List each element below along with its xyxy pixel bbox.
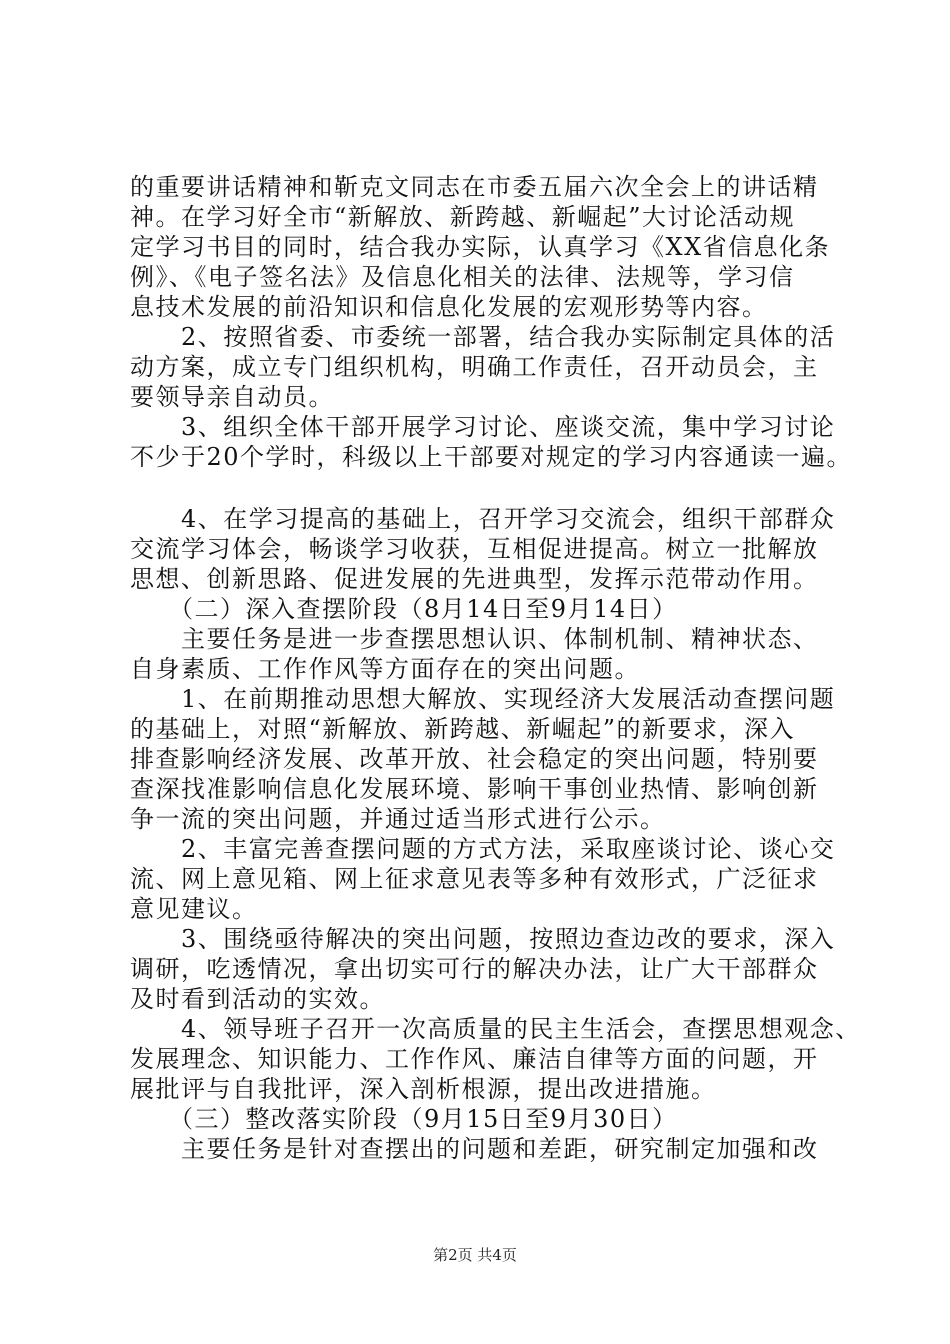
body-line: 神。在学习好全市“新解放、新跨越、新崛起”大讨论活动规 xyxy=(130,203,796,231)
body-line: 定学习书目的同时，结合我办实际，认真学习《XX省信息化条 xyxy=(130,233,831,261)
body-line: 交流学习体会，畅谈学习收获，互相促进提高。树立一批解放 xyxy=(130,535,819,563)
body-line: 思想、创新思路、促进发展的先进典型，发挥示范带动作用。 xyxy=(130,565,819,593)
body-line: 查深找准影响信息化发展环境、影响干事创业热情、影响创新 xyxy=(130,775,819,803)
body-line: 流、网上意见箱、网上征求意见表等多种有效形式，广泛征求 xyxy=(130,865,819,893)
body-line: 例》、《电子签名法》及信息化相关的法律、法规等，学习信 xyxy=(130,263,795,291)
body-line: 息技术发展的前沿知识和信息化发展的宏观形势等内容。 xyxy=(130,293,768,321)
body-line: 自身素质、工作作风等方面存在的突出问题。 xyxy=(130,655,640,683)
document-body xyxy=(130,172,860,1164)
body-line: 意见建议。 xyxy=(130,895,258,923)
body-line: 4、在学习提高的基础上，召开学习交流会，组织干部群众 xyxy=(130,505,836,533)
body-line: 的基础上，对照“新解放、新跨越、新崛起”的新要求，深入 xyxy=(130,715,796,743)
body-line: 的重要讲话精神和靳克文同志在市委五届六次全会上的讲话精 xyxy=(130,173,819,201)
body-line: 发展理念、知识能力、工作作风、廉洁自律等方面的问题，开 xyxy=(130,1045,819,1073)
body-line: 4、领导班子召开一次高质量的民主生活会，查摆思想观念、 xyxy=(130,1015,861,1043)
body-line: 主要任务是针对查摆出的问题和差距，研究制定加强和改 xyxy=(130,1135,819,1163)
body-line: 争一流的突出问题，并通过适当形式进行公示。 xyxy=(130,805,666,833)
body-line: 1、在前期推动思想大解放、实现经济大发展活动查摆问题 xyxy=(130,685,836,713)
page-footer: 第2页 共4页 xyxy=(433,1246,517,1264)
body-line: 动方案，成立专门组织机构，明确工作责任，召开动员会，主 xyxy=(130,353,819,381)
paragraph-gap xyxy=(130,472,860,504)
body-line: 3、围绕亟待解决的突出问题，按照边查边改的要求，深入 xyxy=(130,925,836,953)
section-heading: （三）整改落实阶段（9月15日至9月30日） xyxy=(130,1105,678,1133)
body-line: 调研，吃透情况，拿出切实可行的解决办法，让广大干部群众 xyxy=(130,955,819,983)
section-heading: （二）深入查摆阶段（8月14日至9月14日） xyxy=(130,595,678,623)
body-line: 不少于20个学时，科级以上干部要对规定的学习内容通读一遍。 xyxy=(130,443,853,471)
body-line: 3、组织全体干部开展学习讨论、座谈交流，集中学习讨论 xyxy=(130,413,836,441)
body-line: 要领导亲自动员。 xyxy=(130,383,334,411)
body-line: 及时看到活动的实效。 xyxy=(130,985,385,1013)
body-line: 2、丰富完善查摆问题的方式方法，采取座谈讨论、谈心交 xyxy=(130,835,836,863)
body-line: 展批评与自我批评，深入剖析根源，提出改进措施。 xyxy=(130,1075,717,1103)
body-line: 排查影响经济发展、改革开放、社会稳定的突出问题，特别要 xyxy=(130,745,819,773)
body-line: 2、按照省委、市委统一部署，结合我办实际制定具体的活 xyxy=(130,323,836,351)
body-line: 主要任务是进一步查摆思想认识、体制机制、精神状态、 xyxy=(130,625,819,653)
